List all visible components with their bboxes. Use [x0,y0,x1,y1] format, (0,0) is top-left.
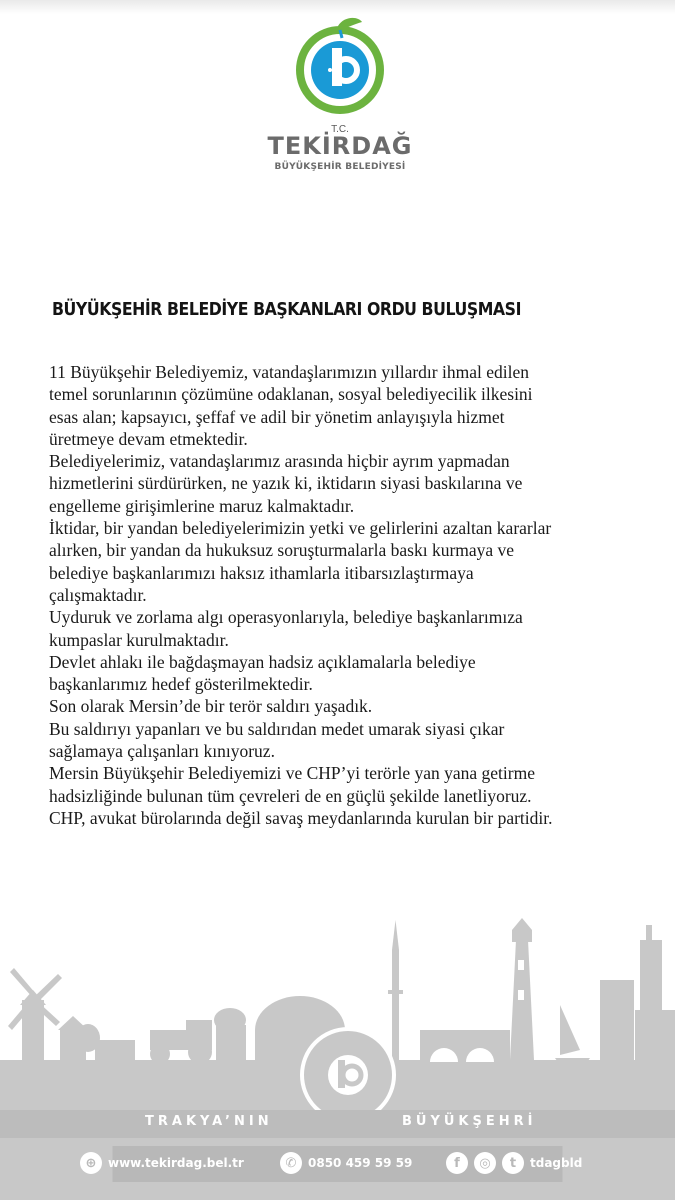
social-links [446,1152,582,1174]
paragraph-9: CHP, avukat bürolarında değil savaş meydanlarında kurulan bir partidir. [49,807,553,828]
paragraph-6: Son olarak Mersin’de bir terör saldırı yaşadık. [49,696,373,717]
paragraph-7: Bu saldırıyı yapanları ve bu saldırıdan medet umarak siyasi çıkar sağlamaya çalışanları kınıyoruz. [49,718,505,762]
website-link[interactable] [80,1152,244,1174]
social-handle: tdagbld [530,1156,583,1170]
paragraph-5: Devlet ahlakı ile bağdaşmayan hadsiz açıklamalarla belediye başkanlarımız hedef gösterilmektedir. [49,651,476,695]
paragraph-4: Uyduruk ve zorlama algı operasyonlarıyla, belediye başkanlarımıza kumpaslar kurulmaktadır. [49,607,523,650]
website-text: www.tekirdag.bel.tr [108,1156,244,1170]
tagline-right: BÜYÜKŞEHRİ [402,1114,537,1129]
paragraph-1: 11 Büyükşehir Belediyemiz, vatandaşlarımızın yıllardır ihmal edilen temel sorunlarının çözümüne odaklanan, sosyal belediyecilik ilkesini esas alan; kapsayıcı, şeffaf ve adil bir yönetim anlayışıyla hizmet üretmeye devam etmektedir. [49,362,533,449]
paragraph-8: Mersin Büyükşehir Belediyemizi ve CHP’yi terörle yan yana getirme hadsizliğinde bulunan tüm çevreleri de en güçlü şekilde lanetliyoruz. [49,763,535,806]
logo-mark-icon [288,12,392,116]
facebook-icon[interactable]: f [446,1152,468,1174]
logo-subtitle: BÜYÜKŞEHİR BELEDİYESİ [274,162,406,172]
statement-body [49,361,649,829]
logo-tc: T.C. [331,124,349,135]
instagram-icon[interactable]: ◎ [474,1152,496,1174]
tagline-band [0,1110,675,1138]
page-title: BÜYÜKŞEHİR BELEDİYE BAŞKANLARI ORDU BULUŞMASI [52,300,521,320]
globe-icon: ⊕ [80,1152,102,1174]
logo [250,12,430,172]
paragraph-3: İktidar, bir yandan belediyelerimizin yetki ve gelirlerini azaltan kararlar alırken, bir yandan da hukuksuz soruşturmalarla baskı kurmaya ve belediye başkanlarımızı haksız ithamlarla itibarsızlaştırmaya çalışmaktadır. [49,518,552,605]
logo-name: TEKİRDAĞ [267,132,413,160]
paragraph-2: Belediyelerimiz, vatandaşlarımız arasında hiçbir ayrım yapmadan hizmetlerini sürdürürken, ne yazık ki, iktidarın siyasi baskılarına ve engelleme girişimlerine maruz kalmaktadır. [49,451,523,516]
phone-text: 0850 459 59 59 [308,1156,413,1170]
phone-icon: ✆ [280,1152,302,1174]
phone-link[interactable] [280,1152,412,1174]
tagline-left: TRAKYA’NIN [145,1114,273,1129]
twitter-icon[interactable]: t [502,1152,524,1174]
